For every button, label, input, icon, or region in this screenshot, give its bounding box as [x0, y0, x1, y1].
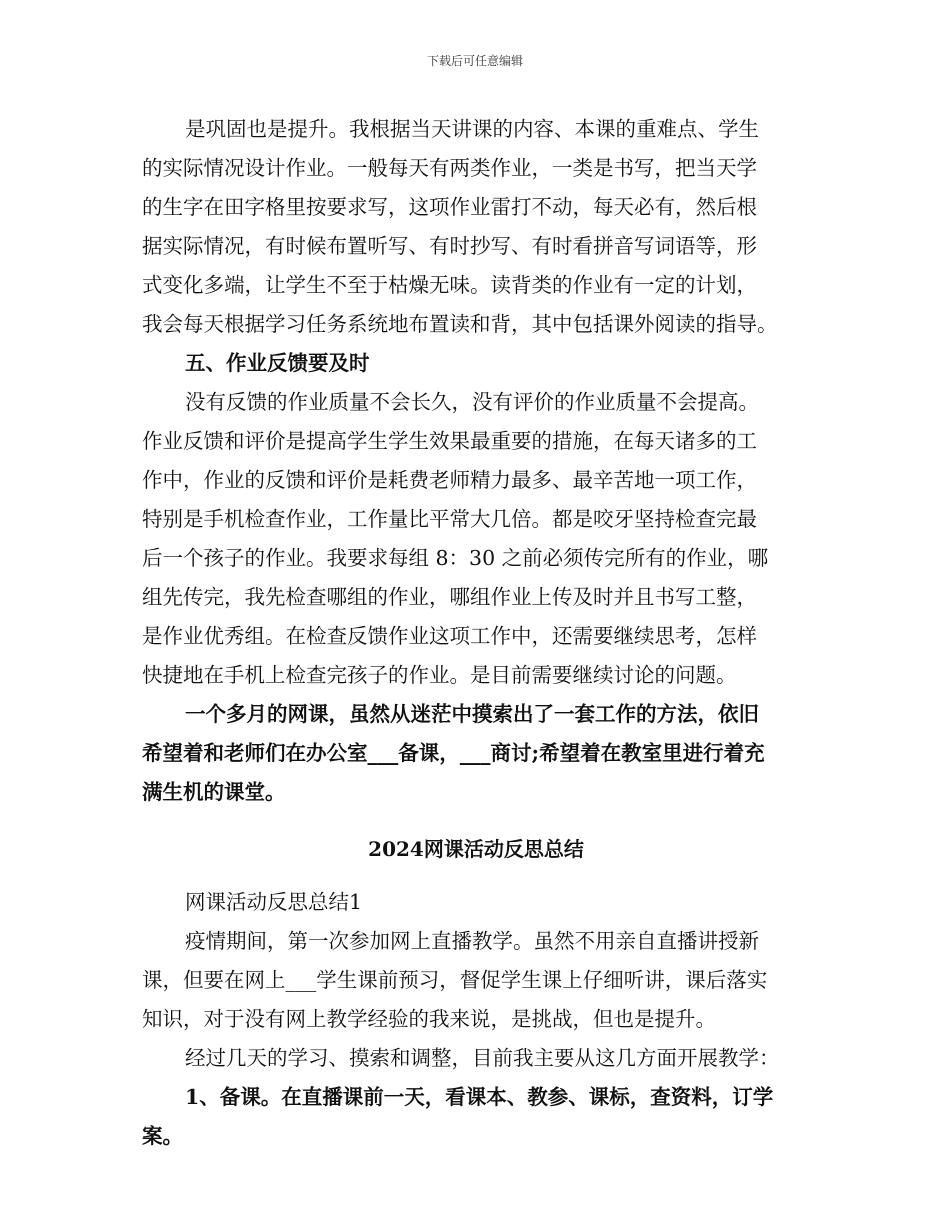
paragraph-line: 疫情期间，第一次参加网上直播教学。虽然不用亲自直播讲授新	[185, 929, 759, 953]
paragraph-line: 课，但要在网上___学生课前预习，督促学生课上仔细听讲，课后落实	[142, 968, 768, 992]
paragraph-line: 后一个孩子的作业。我要求每组 8：30 之前必须传完所有的作业，哪	[142, 546, 769, 570]
paragraph-line: 没有反馈的作业质量不会长久，没有评价的作业质量不会提高。	[185, 390, 759, 414]
paragraph-line: 我会每天根据学习任务系统地布置读和背，其中包括课外阅读的指导。	[142, 312, 778, 336]
paragraph-line: 是巩固也是提升。我根据当天讲课的内容、本课的重难点、学生	[185, 117, 759, 141]
paragraph-line: 式变化多端，让学生不至于枯燥无味。读背类的作业有一定的计划，	[142, 273, 757, 297]
closing-line: 满生机的课堂。	[142, 780, 286, 804]
point-line: 1、备课。在直播课前一天，看课本、教参、课标，查资料，订学	[185, 1085, 774, 1109]
paragraph-line: 组先传完，我先检查哪组的作业，哪组作业上传及时并且书写工整，	[142, 585, 757, 609]
paragraph-line: 特别是手机检查作业，工作量比平常大几倍。都是咬牙坚持检查完最	[142, 507, 757, 531]
document-title: 2024网课活动反思总结	[368, 837, 584, 861]
paragraph-line: 的实际情况设计作业。一般每天有两类作业，一类是书写，把当天学	[142, 156, 757, 180]
paragraph-line: 快捷地在手机上检查完孩子的作业。是目前需要继续讨论的问题。	[142, 663, 737, 687]
paragraph-line: 据实际情况，有时候布置听写、有时抄写、有时看拼音写词语等，形	[142, 234, 757, 258]
paragraph-line: 作业反馈和评价是提高学生学生效果最重要的措施，在每天诸多的工	[142, 429, 757, 453]
point-line: 案。	[142, 1124, 183, 1148]
paragraph-line: 经过几天的学习、摸索和调整，目前我主要从这几方面开展教学：	[185, 1046, 780, 1070]
header-note: 下载后可任意编辑	[426, 54, 523, 68]
closing-line: 希望着和老师们在办公室___备课，___商讨;希望着在教室里进行着充	[142, 741, 765, 765]
paragraph-line: 知识，对于没有网上教学经验的我来说，是挑战，但也是提升。	[142, 1007, 716, 1031]
paragraph-line: 作中，作业的反馈和评价是耗费老师精力最多、最辛苦地一项工作，	[142, 468, 757, 492]
closing-line: 一个多月的网课，虽然从迷茫中摸索出了一套工作的方法，依旧	[185, 702, 759, 726]
paragraph-line: 的生字在田字格里按要求写，这项作业雷打不动，每天必有，然后根	[142, 195, 757, 219]
document-body	[142, 110, 810, 1156]
paragraph-line: 是作业优秀组。在检查反馈作业这项工作中，还需要继续思考，怎样	[142, 624, 757, 648]
section-heading: 五、作业反馈要及时	[185, 351, 370, 375]
subtitle: 网课活动反思总结1	[185, 890, 363, 914]
